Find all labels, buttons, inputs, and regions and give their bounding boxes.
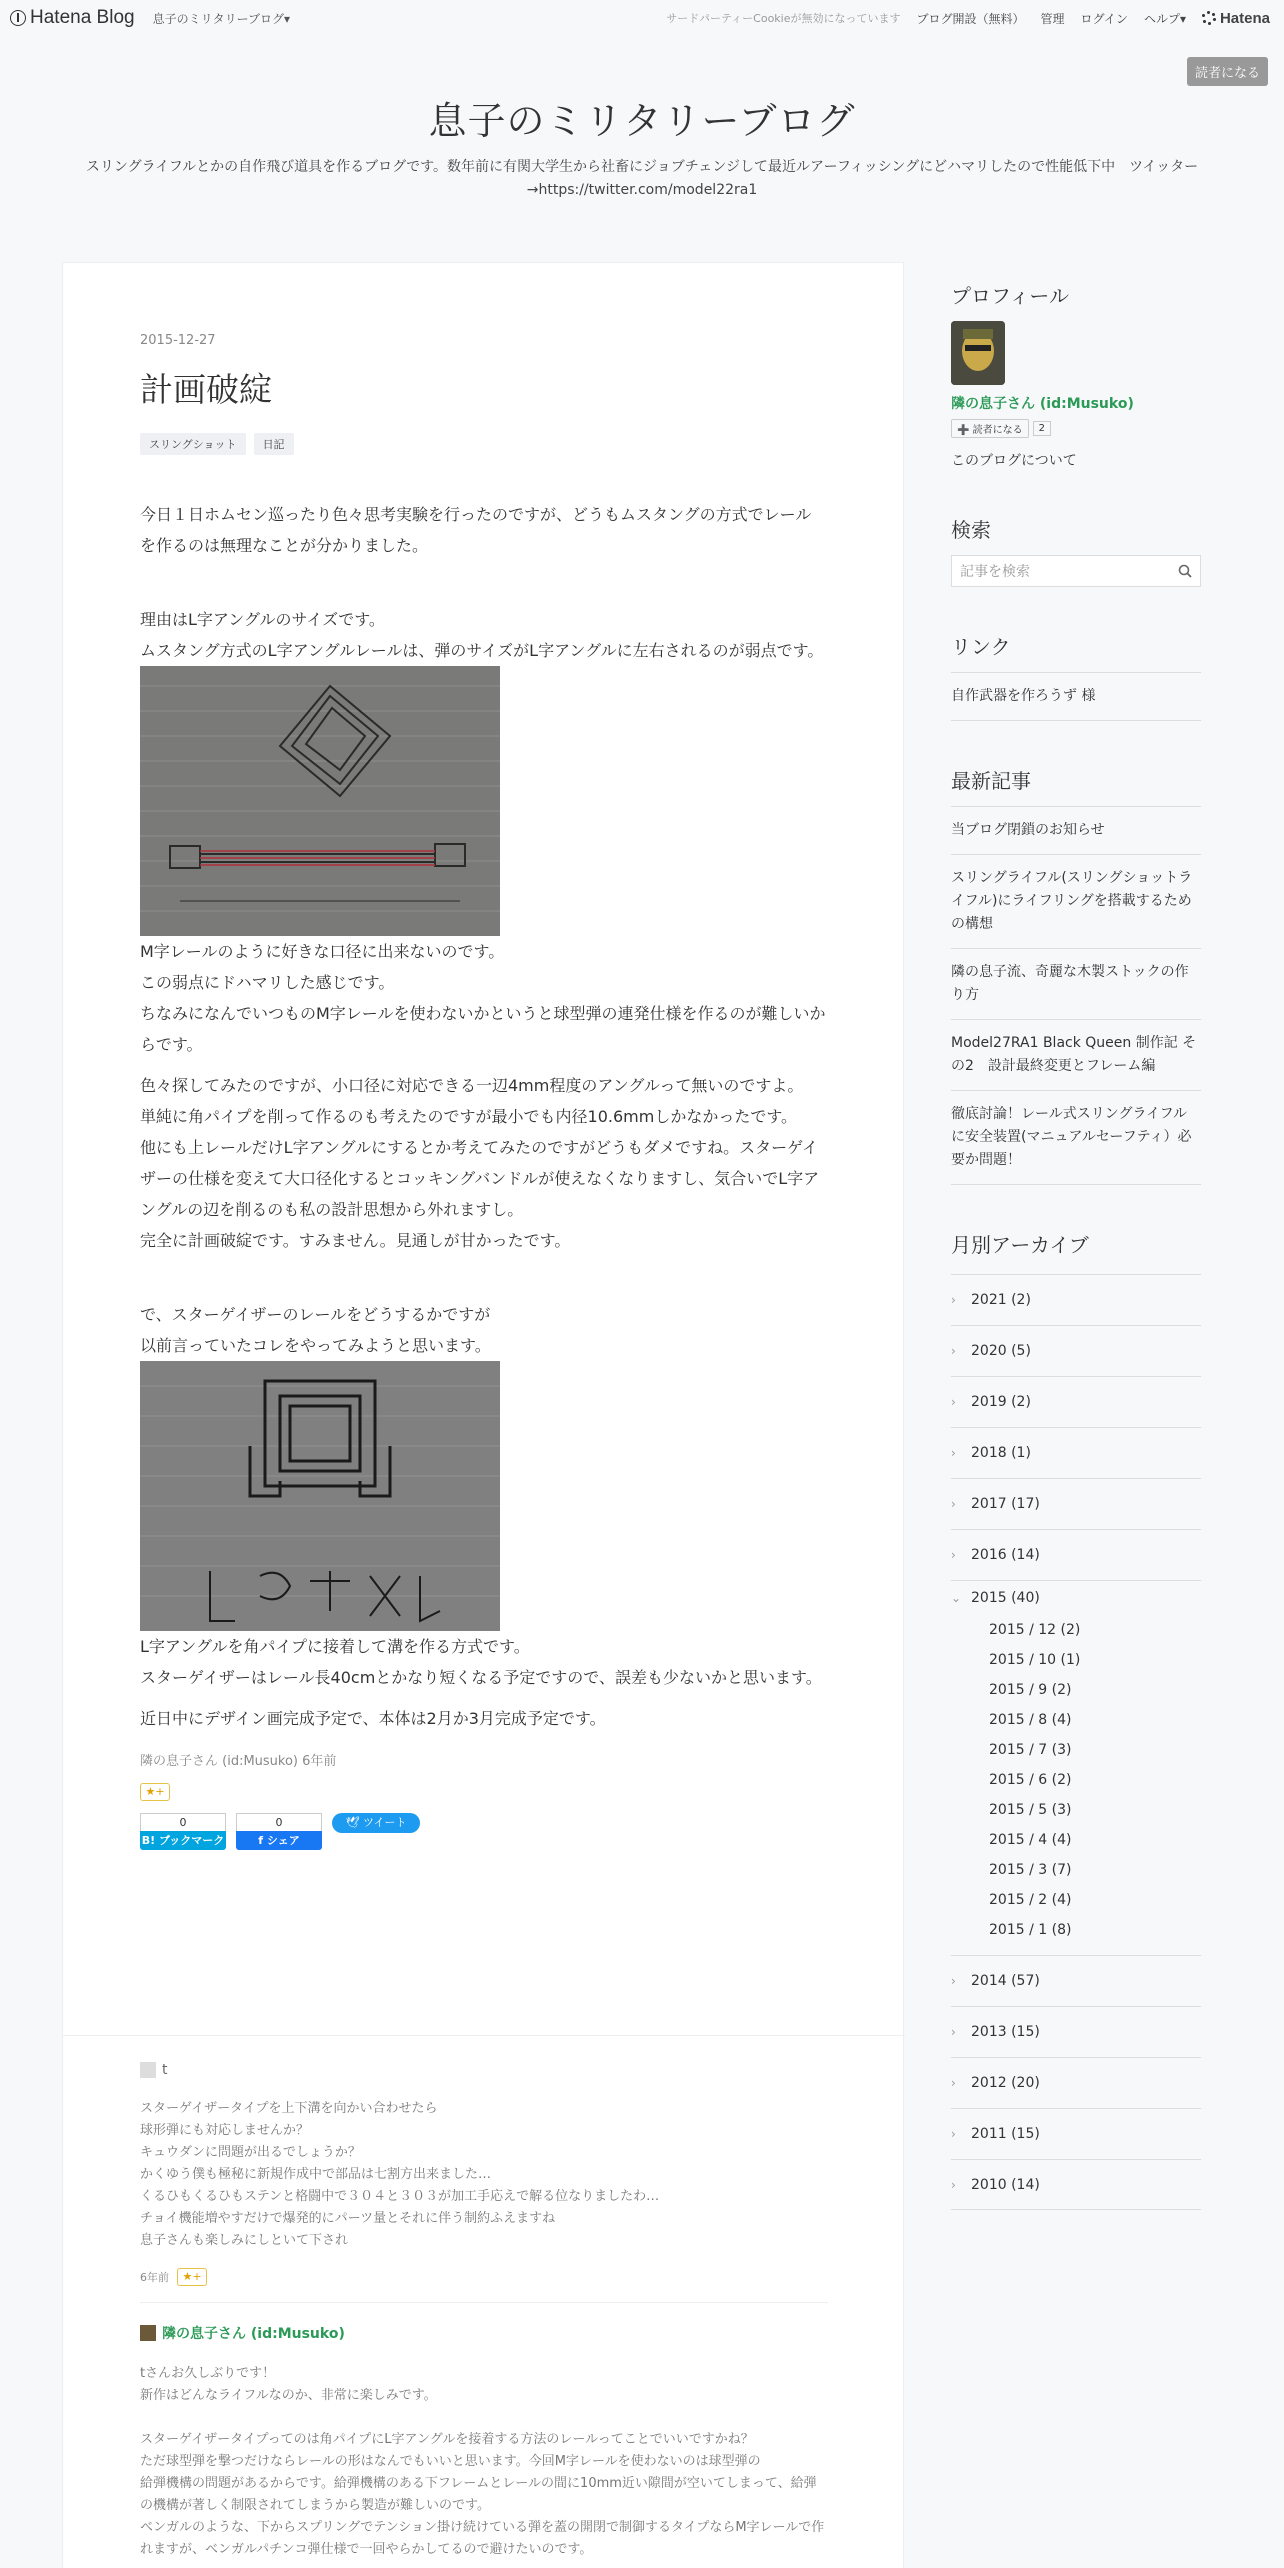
hatena-bookmark-button[interactable] — [140, 1813, 226, 1850]
archive-year[interactable] — [951, 1478, 1201, 1529]
entry-title[interactable]: 計画破綻 — [140, 370, 272, 409]
cookie-notice[interactable]: サードパーティーCookieが無効になっています — [666, 12, 901, 25]
entry-date[interactable]: 2015-12-27 — [140, 333, 216, 348]
follow-widget — [951, 419, 1201, 438]
comment-line: 息子さんも楽しみにしといて下され — [140, 2233, 349, 2248]
archive-year[interactable] — [951, 2159, 1201, 2210]
archive-month[interactable]: 2015 / 10 (1) — [989, 1652, 1081, 1668]
tweet-label: ツイート — [363, 1816, 407, 1829]
archive-year-label: 2020 (5) — [971, 1343, 1031, 1359]
text-line: 理由はL字アングルのサイズです。 — [140, 610, 385, 629]
text-line: 近日中にデザイン画完成予定で、本体は2月か3月完成予定です。 — [140, 1709, 606, 1728]
archive-month[interactable]: 2015 / 9 (2) — [989, 1682, 1072, 1698]
chevron-right-icon: › — [951, 1395, 956, 1409]
hatena-blog-logo-text: Hatena Blog — [30, 7, 135, 28]
search-module — [951, 514, 1201, 587]
archive-month[interactable]: 2015 / 6 (2) — [989, 1772, 1072, 1788]
recent-entry-link[interactable]: スリングライフル(スリングショットライフル)にライフリングを搭載するための構想 — [951, 854, 1201, 948]
entry-body — [140, 499, 826, 1734]
archive-year-label: 2018 (1) — [971, 1445, 1031, 1461]
search-input[interactable] — [951, 555, 1201, 587]
comment-line: 給弾機構の問題があるからです。給弾機構のある下フレームとレールの間に10mm近い隙間が空いてしまって、給弾の機構が著しく制限されてしまうから製造が難しいのです。 — [140, 2476, 817, 2513]
chevron-right-icon: › — [951, 1548, 956, 1562]
blog-selector[interactable]: 息子のミリタリーブログ▾ — [152, 11, 291, 26]
search-icon[interactable] — [1178, 564, 1192, 578]
links-title: リンク — [951, 635, 1011, 659]
archive-month[interactable]: 2015 / 12 (2) — [989, 1622, 1081, 1638]
facebook-share-label: f シェア — [236, 1831, 322, 1850]
text-line: 色々探してみたのですが、小口径に対応できる一辺4mm程度のアングルって無いのですよ。 — [140, 1076, 804, 1095]
archive-month[interactable]: 2015 / 2 (4) — [989, 1892, 1072, 1908]
search-placeholder: 記事を検索 — [960, 564, 1030, 580]
hatena-blog-logo-icon — [10, 10, 26, 26]
archive-title: 月別アーカイブ — [951, 1233, 1089, 1257]
add-star-button[interactable]: ★+ — [177, 2268, 207, 2286]
text-line: ちなみになんでいつものM字レールを使わないかというと球型弾の連発仕様を作るのが難しいからです。 — [140, 1004, 826, 1054]
facebook-share-count: 0 — [236, 1813, 322, 1831]
comment-line: tさんお久しぶりです！ — [140, 2366, 276, 2381]
recent-entry-link[interactable]: 徹底討論！レール式スリングライフルに安全装置(マニュアルセーフティ）必要か問題！ — [951, 1090, 1201, 1185]
archive-month[interactable]: 2015 / 3 (7) — [989, 1862, 1072, 1878]
chevron-right-icon: › — [951, 2177, 956, 2192]
archive-month[interactable]: 2015 / 5 (3) — [989, 1802, 1072, 1818]
chevron-right-icon: › — [951, 2025, 956, 2039]
user-avatar-icon — [140, 2062, 156, 2078]
twitter-bird-icon: 🕊 — [345, 1816, 363, 1829]
tweet-button[interactable] — [332, 1813, 420, 1833]
archive-year[interactable] — [951, 1325, 1201, 1376]
archive-year[interactable] — [951, 1274, 1201, 1325]
l-angle-sketch-drawing — [140, 1361, 500, 1631]
text-line: スターゲイザーはレール長40cmとかなり短くなる予定ですので、誤差も少ないかと思います。 — [140, 1668, 822, 1687]
chevron-down-icon: ⌄ — [951, 1591, 962, 1605]
category-tag[interactable]: 日記 — [254, 433, 294, 455]
chevron-right-icon: › — [951, 1446, 956, 1460]
comment-line: スターゲイザータイプを上下溝を向かい合わせたら — [140, 2101, 438, 2116]
chevron-right-icon: › — [951, 1293, 956, 1307]
link-item[interactable]: 自作武器を作ろうず 様 — [951, 672, 1201, 721]
profile-name[interactable]: 隣の息子さん (id:Musuko) — [951, 396, 1134, 412]
hatena-bookmark-label: B! ブックマーク — [140, 1831, 226, 1850]
entry-categories — [140, 433, 826, 455]
profile-title: プロフィール — [951, 284, 1069, 308]
archive-year[interactable] — [951, 1427, 1201, 1478]
blog-description: スリングライフルとかの自作飛び道具を作るブログです。数年前に有関大学生から社畜にジョブチェンジして最近ルアーフィッシングにどハマリしたので性能低下中 ツイッター→https://twitter.com/model22ra1 — [85, 159, 1199, 198]
chevron-right-icon: › — [951, 2127, 956, 2141]
nav-help[interactable]: ヘルプ▾ — [1143, 11, 1186, 26]
comment-meta — [140, 2268, 828, 2286]
comment-line: ただ球型弾を撃つだけならレールの形はなんでもいいと思います。今回M字レールを使わないのは球型弾の — [140, 2454, 761, 2469]
comment-line: スターゲイザータイプってのは角パイプにL字アングルを接着する方法のレールってことでいいですかね？ — [140, 2432, 754, 2447]
archive-month[interactable]: 2015 / 4 (4) — [989, 1832, 1072, 1848]
archive-month[interactable]: 2015 / 8 (4) — [989, 1712, 1072, 1728]
comment-divider — [140, 2302, 828, 2303]
archive-month[interactable]: 2015 / 1 (8) — [989, 1922, 1072, 1938]
archive-year-label: 2012 (20) — [971, 2075, 1040, 2091]
chevron-right-icon: › — [951, 2076, 956, 2090]
hatena-blog-logo[interactable] — [10, 7, 135, 29]
chevron-right-icon: › — [951, 1974, 956, 1988]
comment-line: キュウダンに問題が出るでしょうか？ — [140, 2145, 361, 2160]
comment-author[interactable] — [140, 2062, 828, 2078]
archive-year-label: 2017 (17) — [971, 1496, 1040, 1512]
entry-footer-author[interactable]: 隣の息子さん (id:Musuko) 6年前 — [140, 1754, 337, 1769]
profile-avatar-icon — [951, 321, 1005, 385]
follower-count[interactable]: 2 — [1033, 421, 1051, 436]
text-line: で、スターゲイザーのレールをどうするかですが — [140, 1305, 491, 1324]
recent-entry-link[interactable]: 隣の息子流、奇麗な木製ストックの作り方 — [951, 948, 1201, 1019]
chevron-right-icon: › — [951, 1497, 956, 1511]
user-avatar-icon — [140, 2325, 156, 2341]
l-angle-sketch-image — [140, 1361, 500, 1631]
comment-line — [140, 2407, 828, 2429]
chevron-right-icon: › — [951, 1344, 956, 1358]
comment-line: ベンガルのような、下からスプリングでテンション掛け続けている弾を蓋の開閉で制御するタイプならM字レールで作れますが、ベンガルパチンコ弾仕様で一回やらかしてるので避けたいのです。 — [140, 2520, 825, 2557]
archive-year[interactable] — [951, 2057, 1201, 2108]
archive-list — [951, 1274, 1201, 2210]
archive-year-label: 2019 (2) — [971, 1394, 1031, 1410]
global-header — [0, 0, 1284, 36]
main-content — [62, 262, 904, 2568]
top-nav — [666, 0, 1270, 36]
archive-month[interactable]: 2015 / 7 (3) — [989, 1742, 1072, 1758]
archive-year[interactable] — [951, 1376, 1201, 1427]
comment-line: かくゆう僕も極秘に新規作成中で部品は七割方出来ました… — [140, 2167, 492, 2182]
profile-avatar[interactable] — [951, 321, 1005, 385]
nav-login[interactable]: ログイン — [1080, 11, 1128, 26]
comment-line: 新作はどんなライフルなのか、非常に楽しみです。 — [140, 2388, 437, 2403]
comment-body — [140, 2098, 828, 2252]
text-line: 単純に角パイプを削って作るのも考えたのですが最小でも内径10.6mmしかなかったです。 — [140, 1107, 798, 1126]
hatena-logo-text: Hatena — [1219, 9, 1270, 27]
profile-module — [951, 280, 1201, 470]
archive-year-label: 2015 (40) — [971, 1590, 1040, 1606]
archive-year-label: 2014 (57) — [971, 1973, 1040, 1989]
comment-author-name: 隣の息子さん (id:Musuko) — [162, 2326, 345, 2342]
nav-admin[interactable]: 管理 — [1040, 11, 1065, 26]
comment-author[interactable] — [140, 2323, 828, 2343]
archive-year[interactable] — [951, 1955, 1201, 2006]
recent-entries-module — [951, 765, 1201, 1185]
text-line: 以前言っていたコレをやってみようと思います。 — [140, 1336, 491, 1355]
text-line: 他にも上レールだけL字アングルにするとか考えてみたのですがどうもダメですね。スターゲイザーの仕様を変えて大口径化するとコッキングバンドルが使えなくなりますし、気合いでL字アングルの辺を削るのも私の設計思想から外れますし。 — [140, 1138, 820, 1219]
archive-year[interactable] — [951, 1529, 1201, 1580]
entry — [63, 263, 903, 1850]
archive-year[interactable] — [951, 2108, 1201, 2159]
text-line: ムスタング方式のL字アングルレールは、弾のサイズがL字アングルに左右されるのが弱点です。 — [140, 641, 824, 660]
archive-year-open[interactable] — [951, 1580, 1201, 1615]
nav-create-blog[interactable]: ブログ開設（無料） — [916, 11, 1025, 26]
subscribe-button[interactable]: 読者になる — [1187, 57, 1268, 86]
comment-line: 球形弾にも対応しませんか？ — [140, 2123, 310, 2138]
about-blog-link[interactable]: このブログについて — [951, 453, 1077, 469]
sidebar — [951, 280, 1201, 2254]
archive-year-label: 2011 (15) — [971, 2126, 1040, 2142]
comment-author-name: t — [162, 2062, 168, 2078]
facebook-share-button[interactable] — [236, 1813, 322, 1850]
archive-year[interactable] — [951, 2006, 1201, 2057]
archive-module — [951, 1229, 1201, 2210]
comment-time[interactable]: 6年前 — [140, 2271, 169, 2284]
recent-entry-link[interactable]: Model27RA1 Black Queen 制作記 その2 設計最終変更とフレーム編 — [951, 1019, 1201, 1090]
search-title: 検索 — [951, 518, 991, 542]
comment-body — [140, 2363, 828, 2561]
archive-year-label: 2021 (2) — [971, 1292, 1031, 1308]
archive-year-label: 2016 (14) — [971, 1547, 1040, 1563]
recent-title: 最新記事 — [951, 769, 1031, 793]
blog-title[interactable]: 息子のミリタリーブログ — [428, 99, 856, 143]
recent-entry-link[interactable]: 当ブログ閉鎖のお知らせ — [951, 806, 1201, 854]
comments-section — [63, 2035, 905, 2568]
hatena-dots-icon — [1202, 11, 1216, 25]
text-line: この弱点にドハマリした感じです。 — [140, 973, 395, 992]
text-line: 完全に計画破綻です。すみません。見通しが甘かったです。 — [140, 1231, 571, 1250]
hatena-bookmark-count: 0 — [140, 1813, 226, 1831]
archive-year-label: 2013 (15) — [971, 2024, 1040, 2040]
add-star-button[interactable]: ★+ — [140, 1783, 170, 1801]
text-line: M字レールのように好きな口径に出来ないのです。 — [140, 942, 505, 961]
share-buttons — [140, 1813, 826, 1850]
archive-year-label: 2010 (14) — [971, 2176, 1040, 2193]
comment-line: くるひもくるひもステンと格闘中で３０４と３０３が加工手応えで解る位なりましたわ… — [140, 2189, 660, 2204]
rail-sketch-drawing — [140, 666, 500, 936]
comment-line: チョイ機能増やすだけで爆発的にパーツ量とそれに伴う制約ふえますね — [140, 2211, 556, 2226]
text-line: L字アングルを角パイプに接着して溝を作る方式です。 — [140, 1637, 530, 1656]
follow-button[interactable]: ➕ 読者になる — [951, 419, 1029, 438]
hatena-logo[interactable] — [1202, 10, 1270, 27]
category-tag[interactable]: スリングショット — [140, 433, 246, 455]
text-line: 今日１日ホムセン巡ったり色々思考実験を行ったのですが、どうもムスタングの方式でレールを作るのは無理なことが分かりました。 — [140, 505, 812, 555]
rail-sketch-image — [140, 666, 500, 936]
links-module — [951, 631, 1201, 721]
